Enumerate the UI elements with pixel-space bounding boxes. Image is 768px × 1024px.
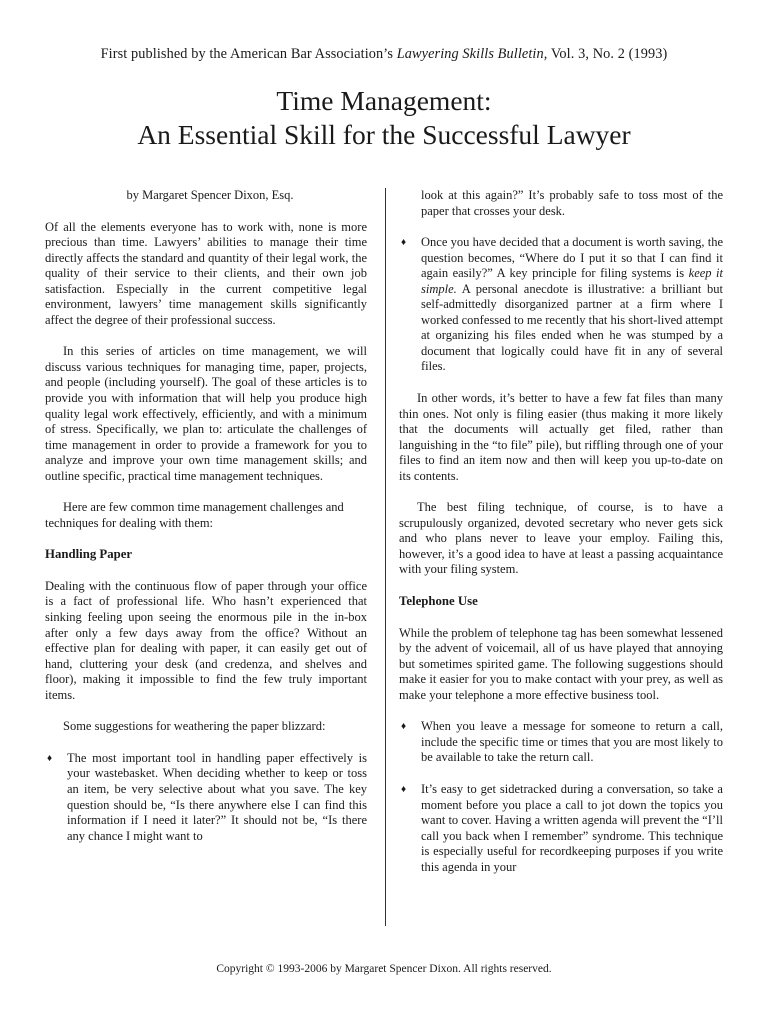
column-divider xyxy=(385,188,386,926)
paragraph-fat-files: In other words, it’s better to have a few fat files than many thin ones. Not only is filing easier (thus making it more likely that the documents will actually get filed, rather than languishing in the “to file” pile), but riffling through one of your files to find an item now and then will keep you up-to-date on its contents. xyxy=(399,391,723,483)
bullet-wastebasket xyxy=(45,751,367,844)
paragraph-paper-flow: Dealing with the continuous flow of paper through your office is a fact of professional life. Who hasn’t experienced that sinking feeling upon seeing the enormous pile in the in-box after only a few days away from the office? Without an effective plan for dealing with paper, it can easily get out of hand, cluttering your desk (and credenza, and shelves and floor), making it impossible to find the few truly important items. xyxy=(45,578,367,702)
paragraph-series: In this series of articles on time management, we will discuss various techniques for managing time, paper, projects, and people (including yourself). The goal of these articles is to provide you with information that will help you produce high quality legal work effectively, efficiently, and with a minimum of stress. Specifically, we plan to: articulate the challenges of time management in order to provide a framework for you to analyze and improve your own time management skills; and outline specific, practical time management techniques. xyxy=(45,344,367,483)
diamond-bullet-icon: ♦ xyxy=(401,783,407,795)
bullet-text-b: A personal anecdote is illustrative: a brilliant but self-admittedly disorganized partner at a firm where I worked confessed to me recently that his short-lived attempt at organizing his files ended when he was stumped by a document that logically could have fit in any of several files. xyxy=(421,281,723,374)
publication-prefix: First published by the American Bar Association’s xyxy=(100,46,397,62)
title-line-2: An Essential Skill for the Successful Lawyer xyxy=(137,119,631,150)
bullet-text: When you leave a message for someone to return a call, include the specific time or times that you are most likely to be available to take the return call. xyxy=(421,719,723,765)
bullet-text-a: Once you have decided that a document is worth saving, the question becomes, “Where do I put it so that I can find it again easily?” A key principle for filing systems is xyxy=(421,235,723,281)
heading-telephone-use: Telephone Use xyxy=(399,594,478,609)
bullet-agenda xyxy=(399,782,723,875)
diamond-bullet-icon: ♦ xyxy=(401,721,407,733)
paragraph-secretary: The best filing technique, of course, is to have a scrupulously organized, devoted secretary who never gets sick and who plans never to leave your employ. Failing this, however, it’s a good idea to have at least a passing acquaintance with your filing system. xyxy=(399,500,723,577)
bullet-text: The most important tool in handling paper effectively is your wastebasket. When deciding whether to keep or toss an item, be very selective about what you save. The key question should be, “Is there anywhere else I can find this information if I need it later?” It should not be, “Is there any chance I might want to xyxy=(67,750,367,843)
paragraph-intro: Of all the elements everyone has to work with, none is more precious than time. Lawyers’ abilities to manage their time directly affects the standard and quantity of their legal work, the quality of their service to their clients, and their own job satisfaction. Especially in the current competitive legal environment, lawyers’ time management skills significantly affect the degree of their professional success. xyxy=(45,219,367,327)
paragraph-suggestions: Some suggestions for weathering the paper blizzard: xyxy=(63,719,326,734)
diamond-bullet-icon: ♦ xyxy=(401,237,407,249)
paragraph-telephone-tag: While the problem of telephone tag has been somewhat lessened by the advent of voicemail, all of us have played that annoying but sometimes spirited game. The following suggestions should make it easier for you to make contact with your prey, as well as make your telephone a more effective business tool. xyxy=(399,625,723,702)
paragraph-challenges: Here are few common time management challenges and techniques for dealing with them: xyxy=(45,500,344,530)
bullet-emphasis: keep it simple. xyxy=(421,266,723,296)
publication-volume: Vol. 3, No. 2 (1993) xyxy=(547,46,668,62)
bullet-continuation: look at this again?” It’s probably safe to toss most of the paper that crosses your desk. xyxy=(421,188,723,218)
publication-journal-title: Lawyering Skills Bulletin, xyxy=(396,46,548,62)
right-column xyxy=(399,188,723,891)
bullet-text: It’s easy to get sidetracked during a conversation, so take a moment before you place a call to jot down the topics you want to cover. Having a written agenda will prevent the “I’ll call you back when I remember” syndrome. This technique is especially useful for recordkeeping purposes if you write this agenda in your xyxy=(421,781,723,874)
byline: by Margaret Spencer Dixon, Esq. xyxy=(126,188,294,202)
title-line-1: Time Management: xyxy=(276,85,492,116)
article-title xyxy=(0,84,768,152)
heading-handling-paper: Handling Paper xyxy=(45,547,133,562)
left-column xyxy=(45,188,367,860)
publication-note xyxy=(0,46,768,63)
copyright-footer: Copyright © 1993-2006 by Margaret Spencer Dixon. All rights reserved. xyxy=(216,963,552,975)
bullet-filing xyxy=(399,235,723,375)
bullet-return-call xyxy=(399,719,723,766)
diamond-bullet-icon: ♦ xyxy=(47,752,53,764)
